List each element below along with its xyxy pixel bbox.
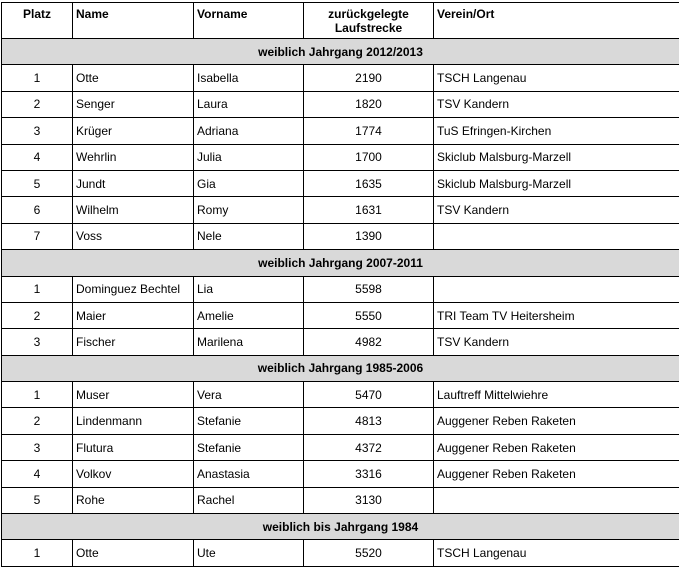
cell-verein: TSV Kandern — [434, 91, 679, 117]
table-row — [2, 382, 679, 408]
cell-name: Krüger — [73, 118, 194, 144]
group-title: weiblich Jahrgang 1985-2006 — [2, 355, 679, 381]
cell-vorname: Marilena — [194, 329, 304, 355]
cell-name: Rohe — [73, 487, 194, 513]
cell-name: Flutura — [73, 434, 194, 460]
table-row — [2, 170, 679, 196]
cell-platz: 3 — [2, 434, 73, 460]
cell-name: Wehrlin — [73, 144, 194, 170]
cell-name: Dominguez Bechtel — [73, 276, 194, 302]
header-row — [2, 3, 679, 39]
cell-laufstrecke: 5598 — [304, 276, 434, 302]
table-row — [2, 197, 679, 223]
cell-platz: 4 — [2, 461, 73, 487]
cell-vorname: Ute — [194, 540, 304, 566]
results-table — [1, 2, 679, 567]
cell-laufstrecke: 5470 — [304, 382, 434, 408]
results-table-container — [1, 2, 679, 567]
cell-name: Senger — [73, 91, 194, 117]
table-header — [2, 3, 679, 39]
group-title: weiblich Jahrgang 2012/2013 — [2, 39, 679, 65]
cell-verein: Lauftreff Mittelwiehre — [434, 382, 679, 408]
cell-laufstrecke: 1700 — [304, 144, 434, 170]
cell-vorname: Romy — [194, 197, 304, 223]
cell-platz: 4 — [2, 144, 73, 170]
cell-name: Maier — [73, 302, 194, 328]
table-row — [2, 65, 679, 91]
cell-name: Muser — [73, 382, 194, 408]
table-row — [2, 487, 679, 513]
table-row — [2, 223, 679, 249]
cell-vorname: Stefanie — [194, 434, 304, 460]
cell-platz: 1 — [2, 382, 73, 408]
cell-platz: 5 — [2, 170, 73, 196]
group-title: weiblich Jahrgang 2007-2011 — [2, 250, 679, 276]
cell-laufstrecke: 1390 — [304, 223, 434, 249]
header-verein: Verein/Ort — [434, 3, 679, 39]
group-header-row — [2, 355, 679, 381]
table-row — [2, 144, 679, 170]
cell-vorname: Laura — [194, 91, 304, 117]
header-vorname: Vorname — [194, 3, 304, 39]
group-header-row — [2, 514, 679, 540]
cell-verein: TSV Kandern — [434, 197, 679, 223]
cell-vorname: Julia — [194, 144, 304, 170]
cell-laufstrecke: 4372 — [304, 434, 434, 460]
cell-laufstrecke: 4813 — [304, 408, 434, 434]
cell-verein: TSV Kandern — [434, 329, 679, 355]
cell-vorname: Stefanie — [194, 408, 304, 434]
cell-laufstrecke: 5550 — [304, 302, 434, 328]
cell-verein: TuS Efringen-Kirchen — [434, 118, 679, 144]
cell-name: Otte — [73, 65, 194, 91]
table-row — [2, 302, 679, 328]
cell-platz: 2 — [2, 91, 73, 117]
cell-vorname: Isabella — [194, 65, 304, 91]
cell-vorname: Anastasia — [194, 461, 304, 487]
table-row — [2, 461, 679, 487]
cell-name: Lindenmann — [73, 408, 194, 434]
cell-verein — [434, 487, 679, 513]
cell-platz: 5 — [2, 487, 73, 513]
cell-laufstrecke: 1635 — [304, 170, 434, 196]
cell-name: Otte — [73, 540, 194, 566]
table-row — [2, 276, 679, 302]
cell-laufstrecke: 2190 — [304, 65, 434, 91]
cell-verein: Skiclub Malsburg-Marzell — [434, 144, 679, 170]
cell-name: Voss — [73, 223, 194, 249]
cell-verein: Auggener Reben Raketen — [434, 461, 679, 487]
cell-platz: 6 — [2, 197, 73, 223]
cell-vorname: Amelie — [194, 302, 304, 328]
group-header-row — [2, 250, 679, 276]
cell-verein: TRI Team TV Heitersheim — [434, 302, 679, 328]
table-row — [2, 329, 679, 355]
table-row — [2, 434, 679, 460]
cell-verein: TSCH Langenau — [434, 540, 679, 566]
cell-laufstrecke: 1820 — [304, 91, 434, 117]
cell-platz: 3 — [2, 118, 73, 144]
header-platz: Platz — [2, 3, 73, 39]
cell-vorname: Adriana — [194, 118, 304, 144]
cell-laufstrecke: 4982 — [304, 329, 434, 355]
cell-laufstrecke: 3130 — [304, 487, 434, 513]
cell-platz: 3 — [2, 329, 73, 355]
table-body — [2, 39, 679, 567]
cell-verein: Auggener Reben Raketen — [434, 434, 679, 460]
cell-name: Fischer — [73, 329, 194, 355]
cell-platz: 1 — [2, 65, 73, 91]
cell-platz: 2 — [2, 408, 73, 434]
cell-platz: 1 — [2, 540, 73, 566]
header-laufstrecke-line1: zurückgelegte — [328, 7, 409, 21]
group-title: weiblich bis Jahrgang 1984 — [2, 514, 679, 540]
cell-vorname: Lia — [194, 276, 304, 302]
cell-platz: 7 — [2, 223, 73, 249]
cell-laufstrecke: 3316 — [304, 461, 434, 487]
table-row — [2, 408, 679, 434]
cell-platz: 2 — [2, 302, 73, 328]
table-row — [2, 540, 679, 566]
cell-verein: Skiclub Malsburg-Marzell — [434, 170, 679, 196]
cell-verein — [434, 223, 679, 249]
cell-vorname: Rachel — [194, 487, 304, 513]
header-laufstrecke-line2: Laufstrecke — [335, 21, 402, 35]
header-laufstrecke — [304, 3, 434, 39]
cell-name: Volkov — [73, 461, 194, 487]
header-name: Name — [73, 3, 194, 39]
cell-verein: Auggener Reben Raketen — [434, 408, 679, 434]
cell-laufstrecke: 1631 — [304, 197, 434, 223]
cell-vorname: Gia — [194, 170, 304, 196]
cell-vorname: Vera — [194, 382, 304, 408]
cell-verein — [434, 276, 679, 302]
cell-platz: 1 — [2, 276, 73, 302]
cell-vorname: Nele — [194, 223, 304, 249]
cell-verein: TSCH Langenau — [434, 65, 679, 91]
cell-laufstrecke: 5520 — [304, 540, 434, 566]
table-row — [2, 91, 679, 117]
table-row — [2, 118, 679, 144]
group-header-row — [2, 39, 679, 65]
cell-name: Wilhelm — [73, 197, 194, 223]
cell-laufstrecke: 1774 — [304, 118, 434, 144]
cell-name: Jundt — [73, 170, 194, 196]
